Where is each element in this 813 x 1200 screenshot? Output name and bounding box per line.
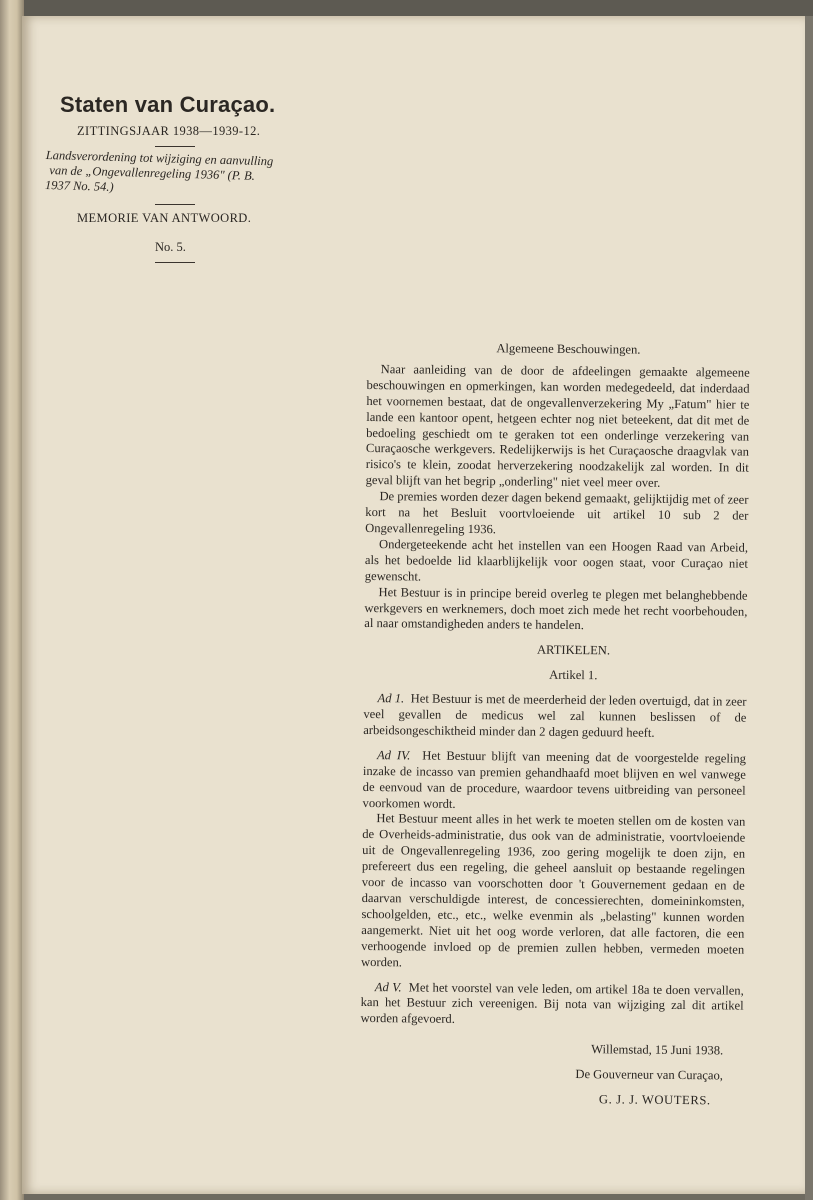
ad-1-paragraph: [363, 691, 746, 742]
ad-1-label: Ad 1.: [377, 691, 405, 706]
heading-article-1: Artikel 1.: [549, 667, 598, 683]
paragraph: Naar aanleiding van de door de afdeelingen gemaakte algemeene beschouwingen en opmerkingen, kan worden medegedeeld, dat inderdaad het voornemen bestaat, dat de ongevallenverzekering My „Fatum" hier te lande een kantoor opent, hetgeen echter nog niet beteekent, dat dit met de bedoeling geschiedt om te geraken tot een onderlinge verzekering van Curaçaosche werkgevers. Redelijkerwijs is het Curaçaosche draagvlak van risico's te klein, zoodat herverzekering noodzakelijk zal worden. In dit geval blijft van het begrip „onderling" niet veel meer over.: [365, 362, 750, 491]
ad-5-text: Met het voorstel van vele leden, om artikel 18a te doen vervallen, kan het Bestuur zich vereenigen. Bij nota van wijziging zal dit artikel worden afgevoerd.: [360, 979, 744, 1027]
body-column: [360, 340, 750, 1110]
signatory-name: G. J. J. WOUTERS.: [598, 1092, 711, 1108]
divider-rule: [155, 146, 195, 147]
divider-rule: [155, 262, 195, 263]
ad-4-paragraph-2: Het Bestuur meent alles in het werk te moeten stellen om de kosten van de Overheids-administratie, dus ook van de administratie, voortvloeiende uit de Ongevallenregeling 1936, zoo gering mogelijk te doen zijn, en prefereert dus een regeling, die geheel aansluit op bestaande regelingen voor de incasso van voorschotten door 't Gouvernement gedaan en de daarvan verschuldigde interest, de concessierechten, domeininkomsten, schoolgelden, etc., etc., welke evenmin als „belasting" kunnen worden aangemerkt. Niet uit het oog worde verloren, dat alle factoren, die een verhoogende invloed op de premien zullen hebben, vermeden moeten worden.: [360, 811, 746, 969]
place-date: Willemstad, 15 Juni 1938.: [591, 1042, 724, 1058]
scan-top-border: [22, 0, 813, 16]
ad-5-paragraph: [360, 980, 743, 1031]
subject-description: [45, 148, 326, 201]
ad-4-text: Het Bestuur blijft van meening dat de voorgestelde regeling inzake de incasso van premien gehandhaafd moet blijven en wel vanwege de eenvoud van de procedure, waardoor tevens uitbreiding van personeel voorkomen wordt.: [362, 748, 747, 811]
divider-rule: [155, 204, 195, 205]
paragraph: Het Bestuur is in principe bereid overleg te plegen met belanghebbende werkgevers en werknemers, doch moet zich mede het recht voorbehouden, al naar omstandigheden anders te handelen.: [364, 584, 748, 633]
subject-line: Landsverordening tot wijziging en aanvulling: [45, 148, 274, 169]
ad-4-label: Ad IV.: [376, 747, 411, 763]
paragraph: De premies worden dezer dagen bekend gemaakt, gelijktijdig met of zeer kort na het Besluit voortvloeiende uit artikel 10 sub 2 der Ongevallenregeling 1936.: [365, 489, 749, 537]
heading-articles: ARTIKELEN.: [536, 642, 611, 658]
subject-line: 1937 No. 54.): [44, 177, 114, 194]
ad-5-label: Ad V.: [374, 979, 402, 994]
session-year: ZITTINGSJAAR 1938—1939-12.: [77, 124, 261, 138]
scan-right-border: [805, 16, 813, 1200]
memorie-heading: MEMORIE VAN ANTWOORD.: [77, 211, 252, 225]
document-number: No. 5.: [155, 240, 186, 254]
ad-4-paragraph: [362, 748, 746, 815]
document-title: Staten van Curaçao.: [60, 92, 276, 117]
ad-1-text: Het Bestuur is met de meerderheid der leden overtuigd, dat in zeer veel gevallen de medicus wel zal kunnen beslissen of de arbeidsongeschiktheid minder dan 2 dagen geduurd heeft.: [363, 691, 747, 740]
signatory-title: De Gouverneur van Curaçao,: [575, 1067, 724, 1083]
heading-general: Algemeene Beschouwingen.: [496, 341, 641, 357]
paragraph: Ondergeteekende acht het instellen van een Hoogen Raad van Arbeid, als het bedoelde lid klaarblijkelijk voor oogen staat, voor Curaçao niet gewenscht.: [364, 537, 749, 584]
book-spine: [0, 0, 24, 1200]
subject-line: van de „Ongevallenregeling 1936" (P. B.: [49, 163, 256, 183]
